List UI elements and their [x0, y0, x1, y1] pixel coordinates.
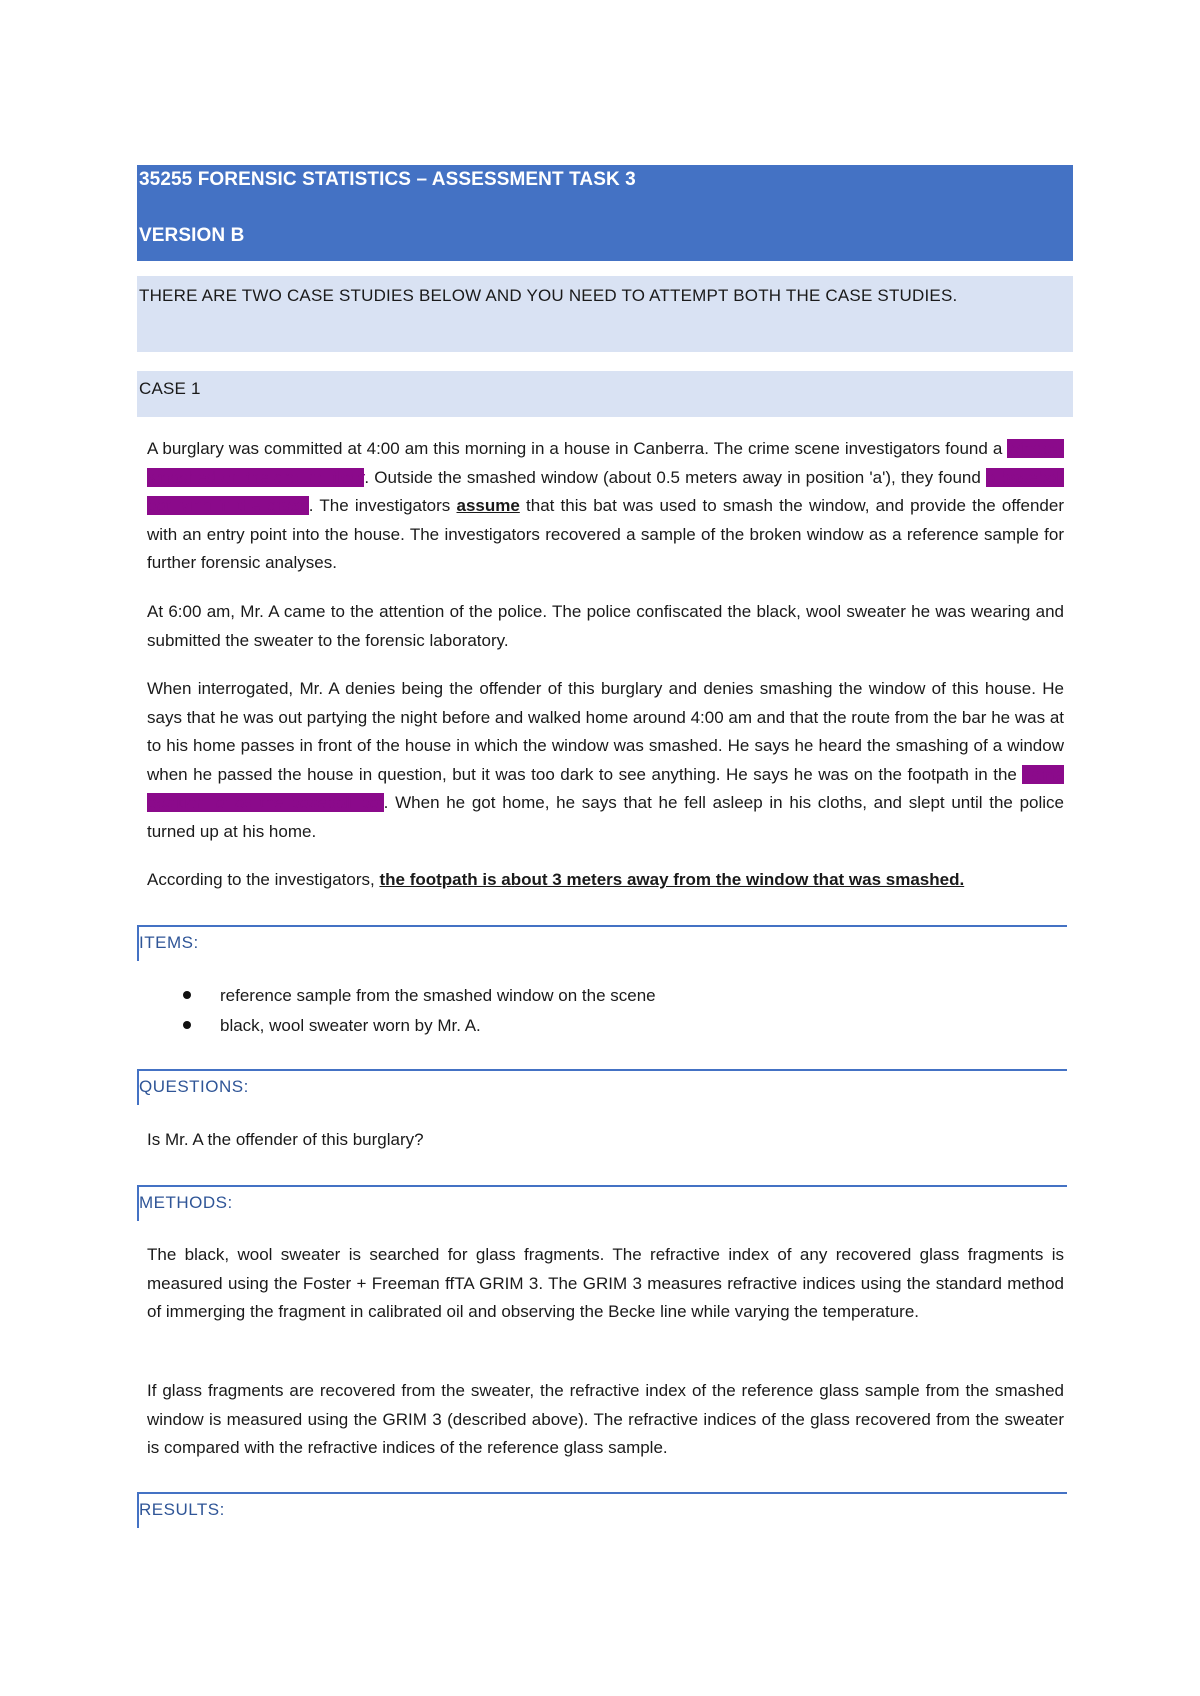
text-run: . Outside the smashed window (about 0.5 meters away in position 'a'), they found: [364, 467, 987, 487]
list-item: [183, 1011, 983, 1041]
title-block: [137, 165, 1073, 261]
underlined-statement: the footpath is about 3 meters away from the window that was smashed.: [379, 870, 965, 889]
question-text: Is Mr. A the offender of this burglary?: [147, 1130, 424, 1149]
case-label: CASE 1: [139, 379, 201, 398]
list-item-text: black, wool sweater worn by Mr. A.: [220, 1016, 481, 1035]
highlighted-phrase: same position 'a' as the baseball bat: [147, 764, 1064, 812]
bullet-icon: [183, 1021, 191, 1029]
heading-rule: [137, 1492, 1067, 1494]
text-run: According to the investigators,: [147, 870, 380, 889]
items-heading: [137, 925, 1067, 961]
items-heading-label: ITEMS:: [139, 933, 199, 952]
case1-paragraph-2: At 6:00 am, Mr. A came to the attention of the police. The police confiscated the black, wool sweater he was wearing and submitted the sweater to the forensic laboratory.: [147, 602, 1064, 650]
highlighted-phrase: a baseball bat lying in the grass: [147, 467, 1065, 515]
document-title: 35255 FORENSIC STATISTICS – ASSESSMENT TASK 3: [139, 169, 636, 190]
methods-paragraph-2: If glass fragments are recovered from the sweater, the refractive index of the reference glass sample from the smashed window is measured using the GRIM 3 (described above). The refractive indices of the glass recovered from the sweater is compared with the refractive indices of the reference glass sample.: [147, 1381, 1064, 1457]
heading-rule: [137, 1069, 1067, 1071]
questions-heading: [137, 1069, 1067, 1105]
heading-rule: [137, 1185, 1067, 1187]
text-run: that this bat was used to smash the window, and provide the offender with an entry point into the house. The investigators recovered a sample of the broken window as a reference sample for further forensic analyses.: [147, 496, 1064, 572]
items-list: [183, 981, 983, 1041]
intro-text: THERE ARE TWO CASE STUDIES BELOW AND YOU NEED TO ATTEMPT BOTH THE CASE STUDIES.: [139, 286, 958, 305]
methods-paragraph-1: The black, wool sweater is searched for glass fragments. The refractive index of any recovered glass fragments is measured using the Foster + Freeman ffTA GRIM 3. The GRIM 3 measures refractive indices using the standard method of immerging the fragment in calibrated oil and observing the Becke line while varying the temperature.: [147, 1245, 1064, 1321]
version-label: VERSION B: [139, 225, 245, 246]
methods-heading: [137, 1185, 1067, 1221]
case1-paragraph-1: [147, 435, 1064, 578]
underlined-word: assume: [456, 496, 520, 515]
bullet-icon: [183, 991, 191, 999]
text-run: . When he got home, he says that he fell asleep in his cloths, and slept until the police turned up at his home.: [147, 793, 1065, 841]
text-run: When interrogated, Mr. A denies being the offender of this burglary and denies smashing the window of this house. He says that he was out partying the night before and walked home around 4:00 am and that the route from the bar he was at to his home passes in front of the house in which the window was smashed. He says he heard the smashing of a window when he passed the house in question, but it was too dark to see anything. He says he was on the footpath in the: [147, 679, 1064, 784]
case1-paragraph-4: [147, 866, 1064, 895]
results-heading-label: RESULTS:: [139, 1500, 225, 1519]
case1-paragraph-3: [147, 675, 1064, 846]
case-band: [137, 371, 1073, 417]
intro-band: [137, 276, 1073, 352]
methods-heading-label: METHODS:: [139, 1193, 233, 1212]
questions-heading-label: QUESTIONS:: [139, 1077, 249, 1096]
list-item-text: reference sample from the smashed window on the scene: [220, 986, 656, 1005]
highlighted-phrase: window smashed on the ground floor: [147, 439, 1064, 487]
results-heading: [137, 1492, 1067, 1528]
list-item: [183, 981, 983, 1011]
text-run: . The investigators: [308, 496, 457, 515]
text-run: A burglary was committed at 4:00 am this morning in a house in Canberra. The crime scene investigators found a: [147, 439, 1008, 458]
heading-rule: [137, 925, 1067, 927]
